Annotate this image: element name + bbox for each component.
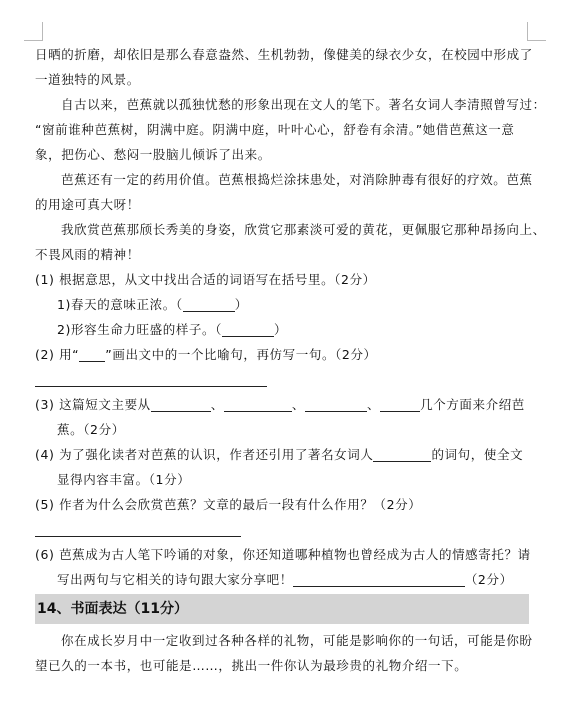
question-2-text-a: (2) 用“ <box>35 347 80 362</box>
question-1-1 <box>35 292 529 317</box>
page-corner-mark-right <box>527 22 546 41</box>
question-2-text-b: ”画出文中的一个比喻句，再仿写一句。（2分） <box>105 347 377 362</box>
passage-line: 我欣赏芭蕉那颀长秀美的身姿，欣赏它那素淡可爱的黄花，更佩服它那种昂扬向上、 <box>61 222 546 237</box>
question-4 <box>35 442 529 467</box>
section-14-heading: 14、书面表达（11分） <box>35 594 529 624</box>
passage-line: “窗前谁种芭蕉树，阴满中庭。阴满中庭，叶叶心心，舒卷有余清。”她借芭蕉这一意 <box>35 122 515 137</box>
passage-line: 一道独特的风景。 <box>35 72 140 87</box>
question-1-2-close: ） <box>273 322 288 337</box>
answer-blank[interactable] <box>224 397 292 412</box>
answer-blank[interactable] <box>183 297 235 312</box>
passage-line: 自古以来，芭蕉就以孤独忧愁的形象出现在文人的笔下。著名女词人李清照曾写过： <box>61 97 546 112</box>
question-3 <box>35 392 529 417</box>
passage-line: 芭蕉还有一定的药用价值。芭蕉根捣烂涂抹患处，对消除肿毒有很好的疗效。芭蕉 <box>61 172 533 187</box>
separator: 、 <box>367 397 381 412</box>
question-1-1-text: 1)春天的意味正浓。（ <box>57 297 183 312</box>
writing-prompt-line: 你在成长岁月中一定收到过各种各样的礼物，可能是影响你的一句话，可能是你盼 <box>61 633 533 648</box>
question-1-2-text: 2)形容生命力旺盛的样子。（ <box>57 322 222 337</box>
separator: 、 <box>291 397 305 412</box>
question-6-score: （2分） <box>464 572 513 587</box>
separator: 、 <box>210 397 224 412</box>
question-6-cont <box>35 567 529 592</box>
answer-blank[interactable] <box>293 572 465 587</box>
question-4-text-b: 的词句，使全文 <box>431 447 524 462</box>
question-5-answer-line[interactable] <box>35 517 529 542</box>
passage-line: 象，把伤心、愁闷一股脑儿倾诉了出来。 <box>35 147 271 162</box>
passage-line: 的用途可真大呀！ <box>35 197 140 212</box>
question-6-text-b: 写出两句与它相关的诗句跟大家分享吧！ <box>57 572 293 587</box>
question-5: (5) 作者为什么会欣赏芭蕉？文章的最后一段有什么作用？（2分） <box>35 497 422 512</box>
question-1: (1) 根据意思，从文中找出合适的词语写在括号里。（2分） <box>35 272 376 287</box>
question-3-cont: 蕉。（2分） <box>57 422 125 437</box>
question-1-1-close: ） <box>234 297 248 312</box>
question-3-text-a: (3) 这篇短文主要从 <box>35 397 151 412</box>
answer-blank[interactable] <box>373 447 431 462</box>
document-body <box>35 42 546 678</box>
question-4-cont: 显得内容丰富。（1分） <box>57 472 191 487</box>
page-corner-mark-left <box>24 22 43 41</box>
question-3-text-b: 几个方面来介绍芭 <box>420 397 525 412</box>
answer-blank[interactable] <box>222 322 274 337</box>
question-2-answer-line[interactable] <box>35 367 529 392</box>
question-4-text-a: (4) 为了强化读者对芭蕉的认识，作者还引用了著名女词人 <box>35 447 374 462</box>
question-2 <box>35 342 529 367</box>
answer-blank[interactable] <box>151 397 211 412</box>
underline-sample <box>79 347 105 362</box>
passage-line: 不畏风雨的精神！ <box>35 247 140 262</box>
answer-blank[interactable] <box>305 397 367 412</box>
question-1-2 <box>35 317 529 342</box>
answer-blank[interactable] <box>380 397 420 412</box>
question-6: (6) 芭蕉成为古人笔下吟诵的对象，你还知道哪种植物也曾经成为古人的情感寄托？请 <box>35 547 531 562</box>
writing-prompt-line: 望已久的一本书，也可能是……，挑出一件你认为最珍贵的礼物介绍一下。 <box>35 658 468 673</box>
passage-line: 日晒的折磨，却依旧是那么春意盎然、生机勃勃，像健美的绿衣少女，在校园中形成了 <box>35 47 533 62</box>
